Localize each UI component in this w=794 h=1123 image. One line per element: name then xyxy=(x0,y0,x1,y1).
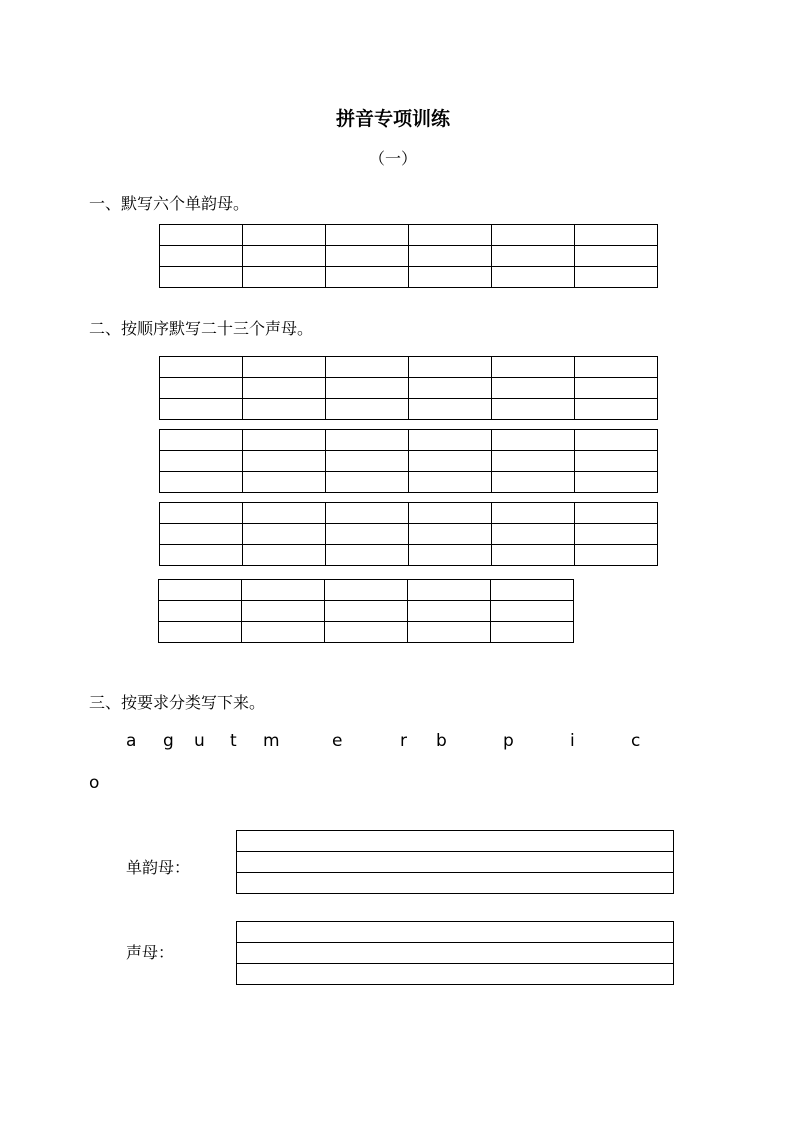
section-3-heading: 三、按要求分类写下来。 xyxy=(89,693,266,712)
letter: e xyxy=(332,731,343,751)
initials-grid-1 xyxy=(159,356,658,420)
write-cell[interactable] xyxy=(242,622,325,643)
initials-write-box xyxy=(236,921,674,985)
write-cell[interactable] xyxy=(325,622,408,643)
write-cell[interactable] xyxy=(326,503,409,524)
write-cell[interactable] xyxy=(492,246,575,267)
grid-row xyxy=(160,472,658,493)
write-cell[interactable] xyxy=(575,524,658,545)
write-line[interactable] xyxy=(237,831,674,852)
grid-row xyxy=(160,451,658,472)
write-cell[interactable] xyxy=(326,378,409,399)
initials-grid-4 xyxy=(158,579,574,643)
letter: c xyxy=(631,731,641,751)
grid-row xyxy=(160,399,658,420)
write-cell[interactable] xyxy=(492,357,575,378)
grid-row xyxy=(159,622,574,643)
write-cell[interactable] xyxy=(243,472,326,493)
write-cell[interactable] xyxy=(326,524,409,545)
grid-row xyxy=(160,357,658,378)
write-cell[interactable] xyxy=(243,545,326,566)
letter: g xyxy=(163,731,174,751)
grid-row xyxy=(159,580,574,601)
write-cell[interactable] xyxy=(492,225,575,246)
write-cell[interactable] xyxy=(409,451,492,472)
write-cell[interactable] xyxy=(160,225,243,246)
write-cell[interactable] xyxy=(491,622,574,643)
write-cell[interactable] xyxy=(575,430,658,451)
write-cell[interactable] xyxy=(160,545,243,566)
write-cell[interactable] xyxy=(243,503,326,524)
write-cell[interactable] xyxy=(575,451,658,472)
write-cell[interactable] xyxy=(243,267,326,288)
write-cell[interactable] xyxy=(243,246,326,267)
write-line[interactable] xyxy=(237,964,674,985)
write-cell[interactable] xyxy=(409,246,492,267)
finals-write-box xyxy=(236,830,674,894)
section-2-heading: 二、按顺序默写二十三个声母。 xyxy=(89,319,314,338)
letter-list xyxy=(126,731,666,755)
write-cell[interactable] xyxy=(492,267,575,288)
write-cell[interactable] xyxy=(409,430,492,451)
write-cell[interactable] xyxy=(159,601,242,622)
write-cell[interactable] xyxy=(243,225,326,246)
write-cell[interactable] xyxy=(409,399,492,420)
section-1-heading: 一、默写六个单韵母。 xyxy=(89,194,250,213)
write-cell[interactable] xyxy=(326,472,409,493)
write-cell[interactable] xyxy=(326,267,409,288)
initials-grid-3 xyxy=(159,502,658,566)
write-cell[interactable] xyxy=(326,430,409,451)
grid-row xyxy=(160,503,658,524)
page-subtitle: （一） xyxy=(368,149,417,168)
write-cell[interactable] xyxy=(491,580,574,601)
write-cell[interactable] xyxy=(409,524,492,545)
write-cell[interactable] xyxy=(575,545,658,566)
write-line[interactable] xyxy=(237,852,674,873)
write-cell[interactable] xyxy=(575,225,658,246)
write-cell[interactable] xyxy=(325,580,408,601)
write-cell[interactable] xyxy=(575,246,658,267)
category-label-finals: 单韵母： xyxy=(126,858,191,877)
write-line[interactable] xyxy=(237,943,674,964)
write-cell[interactable] xyxy=(160,357,243,378)
single-finals-grid xyxy=(159,224,658,288)
write-cell[interactable] xyxy=(575,472,658,493)
letter: t xyxy=(230,731,237,751)
initials-grid-2 xyxy=(159,429,658,493)
write-cell[interactable] xyxy=(243,357,326,378)
write-cell[interactable] xyxy=(160,246,243,267)
grid-row xyxy=(160,246,658,267)
write-cell[interactable] xyxy=(243,399,326,420)
grid-row xyxy=(160,524,658,545)
write-cell[interactable] xyxy=(492,378,575,399)
category-label-initials: 声母： xyxy=(126,943,175,962)
write-cell[interactable] xyxy=(408,580,491,601)
write-cell[interactable] xyxy=(409,225,492,246)
write-cell[interactable] xyxy=(243,524,326,545)
write-cell[interactable] xyxy=(160,472,243,493)
letter: p xyxy=(503,731,514,751)
letter: u xyxy=(194,731,205,751)
write-cell[interactable] xyxy=(160,378,243,399)
write-cell[interactable] xyxy=(408,622,491,643)
write-cell[interactable] xyxy=(409,503,492,524)
write-cell[interactable] xyxy=(243,378,326,399)
write-cell[interactable] xyxy=(326,451,409,472)
write-cell[interactable] xyxy=(492,399,575,420)
write-cell[interactable] xyxy=(243,451,326,472)
write-cell[interactable] xyxy=(492,430,575,451)
write-cell[interactable] xyxy=(409,357,492,378)
write-cell[interactable] xyxy=(326,357,409,378)
write-cell[interactable] xyxy=(243,430,326,451)
write-cell[interactable] xyxy=(160,267,243,288)
write-cell[interactable] xyxy=(160,503,243,524)
letter: i xyxy=(570,731,575,751)
write-cell[interactable] xyxy=(409,472,492,493)
write-cell[interactable] xyxy=(409,267,492,288)
letter: b xyxy=(436,731,447,751)
write-cell[interactable] xyxy=(159,622,242,643)
write-cell[interactable] xyxy=(326,545,409,566)
letter: o xyxy=(89,773,100,793)
write-cell[interactable] xyxy=(160,430,243,451)
write-cell[interactable] xyxy=(409,378,492,399)
write-cell[interactable] xyxy=(575,357,658,378)
write-cell[interactable] xyxy=(492,545,575,566)
write-cell[interactable] xyxy=(575,503,658,524)
write-cell[interactable] xyxy=(575,378,658,399)
letter: a xyxy=(126,731,137,751)
write-cell[interactable] xyxy=(242,601,325,622)
write-cell[interactable] xyxy=(159,580,242,601)
grid-row xyxy=(160,430,658,451)
write-cell[interactable] xyxy=(325,601,408,622)
grid-row xyxy=(160,225,658,246)
write-cell[interactable] xyxy=(160,451,243,472)
write-cell[interactable] xyxy=(326,225,409,246)
write-cell[interactable] xyxy=(575,399,658,420)
write-cell[interactable] xyxy=(492,524,575,545)
write-line[interactable] xyxy=(237,922,674,943)
write-cell[interactable] xyxy=(326,399,409,420)
grid-row xyxy=(160,378,658,399)
page-title: 拼音专项训练 xyxy=(335,108,450,130)
grid-row xyxy=(160,267,658,288)
write-cell[interactable] xyxy=(575,267,658,288)
write-cell[interactable] xyxy=(409,545,492,566)
write-line[interactable] xyxy=(237,873,674,894)
write-cell[interactable] xyxy=(160,524,243,545)
write-cell[interactable] xyxy=(492,503,575,524)
write-cell[interactable] xyxy=(491,601,574,622)
write-cell[interactable] xyxy=(408,601,491,622)
write-cell[interactable] xyxy=(492,451,575,472)
write-cell[interactable] xyxy=(160,399,243,420)
grid-row xyxy=(160,545,658,566)
write-cell[interactable] xyxy=(242,580,325,601)
grid-row xyxy=(159,601,574,622)
letter: r xyxy=(400,731,407,751)
letter: m xyxy=(263,731,280,751)
write-cell[interactable] xyxy=(492,472,575,493)
write-cell[interactable] xyxy=(326,246,409,267)
